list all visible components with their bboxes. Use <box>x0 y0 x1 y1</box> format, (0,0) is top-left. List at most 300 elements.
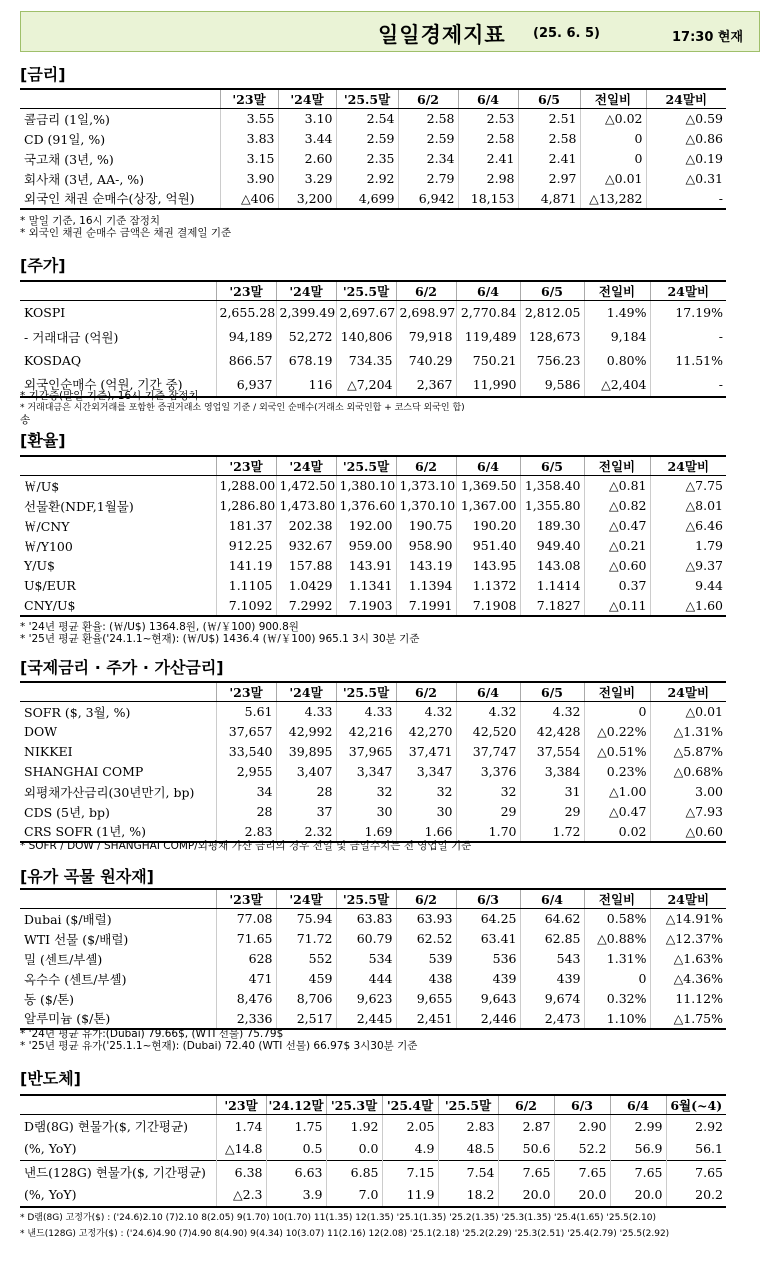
table-cell: 459 <box>276 969 336 989</box>
table-cell: 192.00 <box>336 516 396 536</box>
row-label: ￦/CNY <box>24 518 70 534</box>
table-cell: △406 <box>220 189 278 209</box>
column-header: 6/4 <box>456 682 520 702</box>
table-cell: 3.29 <box>278 169 336 189</box>
row-label: ￦/Y100 <box>24 538 73 554</box>
table-cell: 3.00 <box>650 782 726 802</box>
table-row <box>20 301 726 325</box>
table-cell: - <box>650 373 726 397</box>
table-row <box>20 989 726 1009</box>
table-cell: 951.40 <box>456 536 520 556</box>
table-cell: 79,918 <box>396 325 456 349</box>
table-cell: 1,355.80 <box>520 496 584 516</box>
table-cell: 6.38 <box>216 1161 266 1184</box>
table-cell: 4.33 <box>276 702 336 722</box>
table-cell: 0.37 <box>584 576 650 596</box>
table-cell: △0.47 <box>584 516 650 536</box>
semi-table <box>20 1094 726 1208</box>
footnote: * SOFR / DOW / SHANGHAI COMP/외평채 가산 금리의 경우 전일 및 금일수치는 전 영업일 기준 <box>20 840 472 852</box>
table-cell: 7.0 <box>326 1184 382 1207</box>
column-header: 6/5 <box>520 682 584 702</box>
fx-section-title: [환율] <box>20 431 66 450</box>
table-cell: 42,520 <box>456 722 520 742</box>
table-cell: 3.90 <box>220 169 278 189</box>
table-cell: 2.05 <box>382 1115 438 1138</box>
table-cell: △0.21 <box>584 536 650 556</box>
table-cell: 2.98 <box>458 169 518 189</box>
table-cell: 7.1827 <box>520 596 584 616</box>
table-cell: - <box>650 325 726 349</box>
row-label: 밀 (센트/부셸) <box>24 951 103 967</box>
rates-section-title: [금리] <box>20 65 66 84</box>
table-cell: 439 <box>456 969 520 989</box>
row-label: (%, YoY) <box>24 1141 77 1157</box>
table-row <box>20 476 726 496</box>
table-cell: 75.94 <box>276 909 336 929</box>
table-cell: 539 <box>396 949 456 969</box>
table-cell: △5.87% <box>650 742 726 762</box>
rates-table <box>20 88 726 210</box>
table-cell: 4.9 <box>382 1138 438 1161</box>
column-header: 전일비 <box>580 89 646 109</box>
column-header: '23말 <box>216 281 276 301</box>
table-cell: 2,812.05 <box>520 301 584 325</box>
row-label: D램(8G) 현물가($, 기간평균) <box>24 1119 188 1135</box>
table-cell: 7.1991 <box>396 596 456 616</box>
table-cell: 7.1092 <box>216 596 276 616</box>
table-cell: 190.20 <box>456 516 520 536</box>
table-cell: 958.90 <box>396 536 456 556</box>
row-label: 외평채가산금리(30년만기, bp) <box>24 784 195 800</box>
table-cell: △4.36% <box>650 969 726 989</box>
footnote: * '24년 평균 유가:(Dubai) 79.66$, (WTI 선물) 75.79$ <box>20 1028 284 1040</box>
table-cell: 2.58 <box>518 129 580 149</box>
table-row <box>20 822 726 842</box>
table-cell: 2,655.28 <box>216 301 276 325</box>
table-cell: △13,282 <box>580 189 646 209</box>
column-header: 6/2 <box>396 281 456 301</box>
table-row <box>20 762 726 782</box>
table-cell: 2.58 <box>398 109 458 129</box>
column-header: 6/4 <box>456 281 520 301</box>
column-header: '25.5말 <box>336 281 396 301</box>
table-cell: 8,476 <box>216 989 276 1009</box>
table-cell: 7.65 <box>610 1161 666 1184</box>
row-label: 콜금리 (1일,%) <box>24 111 110 127</box>
column-header: 전일비 <box>584 456 650 476</box>
table-cell: 2.92 <box>666 1115 726 1138</box>
column-header <box>20 1095 216 1115</box>
footnote: * 기간중(말일 기준), 16시 기준 잠정치 <box>20 390 199 402</box>
table-cell: △1.75% <box>650 1009 726 1029</box>
table-cell: △7,204 <box>336 373 396 397</box>
table-cell: 1.79 <box>650 536 726 556</box>
table-cell: 1,373.10 <box>396 476 456 496</box>
column-header: '23말 <box>216 456 276 476</box>
table-cell: 63.83 <box>336 909 396 929</box>
table-header-row <box>20 1095 726 1115</box>
table-cell: - <box>646 189 726 209</box>
row-label: Dubai ($/배럴) <box>24 911 112 927</box>
table-cell: 2.59 <box>336 129 398 149</box>
table-cell: △0.60 <box>584 556 650 576</box>
table-cell: 1.31% <box>584 949 650 969</box>
table-cell: 3.44 <box>278 129 336 149</box>
table-cell: △0.02 <box>580 109 646 129</box>
table-cell: 0.80% <box>584 349 650 373</box>
column-header: '24말 <box>276 281 336 301</box>
table-cell: 4,871 <box>518 189 580 209</box>
table-cell: 2.34 <box>398 149 458 169</box>
table-row <box>20 1009 726 1029</box>
table-cell: 42,992 <box>276 722 336 742</box>
table-cell: 37,471 <box>396 742 456 762</box>
table-row <box>20 109 726 129</box>
column-header: 24말비 <box>646 89 726 109</box>
column-header: 6/5 <box>518 89 580 109</box>
table-cell: 20.2 <box>666 1184 726 1207</box>
table-cell: 30 <box>396 802 456 822</box>
table-cell: 534 <box>336 949 396 969</box>
table-cell: 7.65 <box>666 1161 726 1184</box>
table-cell: 0.23% <box>584 762 650 782</box>
table-cell: 2.35 <box>336 149 398 169</box>
table-cell: 7.2992 <box>276 596 336 616</box>
table-cell: 949.40 <box>520 536 584 556</box>
table-cell: 1.1372 <box>456 576 520 596</box>
column-header: '25.5말 <box>336 456 396 476</box>
table-cell: △7.75 <box>650 476 726 496</box>
column-header: 6/2 <box>396 889 456 909</box>
table-cell: 3.10 <box>278 109 336 129</box>
table-cell: 32 <box>336 782 396 802</box>
table-cell: 0 <box>584 969 650 989</box>
table-cell: 48.5 <box>438 1138 498 1161</box>
table-row <box>20 742 726 762</box>
table-cell: 2,399.49 <box>276 301 336 325</box>
table-cell: 2.32 <box>276 822 336 842</box>
row-label: 회사채 (3년, AA-, %) <box>24 171 145 187</box>
table-cell: 62.52 <box>396 929 456 949</box>
table-cell: 1.69 <box>336 822 396 842</box>
table-cell: 2,473 <box>520 1009 584 1029</box>
table-cell: △7.93 <box>650 802 726 822</box>
table-cell: 0.58% <box>584 909 650 929</box>
fx-table <box>20 455 726 617</box>
table-header-row <box>20 889 726 909</box>
table-row <box>20 536 726 556</box>
row-label: CRS SOFR (1년, %) <box>20 822 216 842</box>
table-row <box>20 496 726 516</box>
stocks-table <box>20 280 726 398</box>
table-cell: 1.74 <box>216 1115 266 1138</box>
table-cell: △0.19 <box>646 149 726 169</box>
table-header-row <box>20 281 726 301</box>
column-header: '23말 <box>216 889 276 909</box>
column-header: 6/4 <box>610 1095 666 1115</box>
table-cell: 552 <box>276 949 336 969</box>
table-cell: 2.90 <box>554 1115 610 1138</box>
table-cell: 28 <box>216 802 276 822</box>
table-cell: 30 <box>336 802 396 822</box>
table-cell: 3,384 <box>520 762 584 782</box>
table-cell: 2,367 <box>396 373 456 397</box>
column-header <box>20 889 216 909</box>
table-row <box>20 349 726 373</box>
table-cell: 678.19 <box>276 349 336 373</box>
table-row <box>20 189 726 209</box>
table-cell: 0.5 <box>266 1138 326 1161</box>
table-cell: 0.0 <box>326 1138 382 1161</box>
table-cell: 2.60 <box>278 149 336 169</box>
table-cell: 63.41 <box>456 929 520 949</box>
table-cell: △2,404 <box>584 373 650 397</box>
table-cell: 11.51% <box>650 349 726 373</box>
footnote: * 거래대금은 시간외거래를 포함한 증권거래소 영업일 기준 / 외국인 순매수(거래소 외국인합 + 코스닥 외국인 합) <box>20 403 465 413</box>
table-row <box>20 576 726 596</box>
table-cell: 7.54 <box>438 1161 498 1184</box>
table-row <box>20 969 726 989</box>
column-header: 6/3 <box>456 889 520 909</box>
table-cell: 866.57 <box>216 349 276 373</box>
table-row <box>20 1115 726 1138</box>
table-cell: 56.1 <box>666 1138 726 1161</box>
table-cell: 2.59 <box>398 129 458 149</box>
column-header: 전일비 <box>584 682 650 702</box>
column-header: '24.12말 <box>266 1095 326 1115</box>
table-cell: 1.72 <box>520 822 584 842</box>
table-cell: 9,674 <box>520 989 584 1009</box>
table-cell: 1,472.50 <box>276 476 336 496</box>
table-cell: 32 <box>456 782 520 802</box>
table-cell: 1.1394 <box>396 576 456 596</box>
table-cell: 11.12% <box>650 989 726 1009</box>
row-label: 옥수수 (센트/부셸) <box>24 971 127 987</box>
table-cell: 9,655 <box>396 989 456 1009</box>
table-cell: 7.65 <box>498 1161 554 1184</box>
table-cell: △1.31% <box>650 722 726 742</box>
column-header: '25.5말 <box>336 89 398 109</box>
table-cell: 11.9 <box>382 1184 438 1207</box>
column-header: 24말비 <box>650 682 726 702</box>
table-cell: △0.59 <box>646 109 726 129</box>
table-cell: 143.08 <box>520 556 584 576</box>
table-cell: 64.62 <box>520 909 584 929</box>
table-cell: 3,376 <box>456 762 520 782</box>
row-label: CNY/U$ <box>20 596 216 616</box>
table-cell: 37,554 <box>520 742 584 762</box>
table-cell: △0.11 <box>584 596 650 616</box>
table-cell: 9.44 <box>650 576 726 596</box>
table-cell: △0.31 <box>646 169 726 189</box>
table-cell: 2,955 <box>216 762 276 782</box>
column-header: 6/2 <box>396 456 456 476</box>
column-header: '25.5말 <box>336 889 396 909</box>
table-cell: 9,623 <box>336 989 396 1009</box>
table-cell: 2.51 <box>518 109 580 129</box>
table-cell: △0.88% <box>584 929 650 949</box>
table-cell: 3,347 <box>396 762 456 782</box>
table-cell: 2,517 <box>276 1009 336 1029</box>
table-cell: 39,895 <box>276 742 336 762</box>
table-cell: 29 <box>520 802 584 822</box>
title-time: 17:30 현재 <box>672 30 744 45</box>
table-cell: 157.88 <box>276 556 336 576</box>
table-cell: 6,937 <box>216 373 276 397</box>
table-cell: 959.00 <box>336 536 396 556</box>
table-cell: 143.91 <box>336 556 396 576</box>
table-cell: 140,806 <box>336 325 396 349</box>
table-cell: 42,270 <box>396 722 456 742</box>
table-cell: 3,347 <box>336 762 396 782</box>
table-cell: 56.9 <box>610 1138 666 1161</box>
table-cell: 2,451 <box>396 1009 456 1029</box>
row-label: 외국인 채권 순매수(상장, 억원) <box>20 189 220 209</box>
table-cell: 63.93 <box>396 909 456 929</box>
table-row <box>20 929 726 949</box>
table-cell: 64.25 <box>456 909 520 929</box>
table-cell: 9,643 <box>456 989 520 1009</box>
table-cell: 0 <box>580 149 646 169</box>
table-cell: 2.58 <box>458 129 518 149</box>
page-title: 일일경제지표 <box>378 23 506 47</box>
table-row <box>20 1184 726 1207</box>
table-cell: 190.75 <box>396 516 456 536</box>
row-label: ￦/U$ <box>24 478 60 494</box>
table-row <box>20 909 726 929</box>
table-cell: 7.15 <box>382 1161 438 1184</box>
row-label: 동 ($/톤) <box>24 991 75 1007</box>
table-cell: 1.75 <box>266 1115 326 1138</box>
table-header-row <box>20 456 726 476</box>
table-cell: 2.83 <box>438 1115 498 1138</box>
table-cell: △14.8 <box>216 1138 266 1161</box>
table-cell: 202.38 <box>276 516 336 536</box>
table-cell: 181.37 <box>216 516 276 536</box>
footnote: 송 <box>20 414 31 426</box>
row-label: CDS (5년, bp) <box>24 804 110 820</box>
table-cell: 2.41 <box>458 149 518 169</box>
column-header: '25.3말 <box>326 1095 382 1115</box>
column-header: 6/5 <box>520 456 584 476</box>
table-cell: 6.63 <box>266 1161 326 1184</box>
column-header: '25.4말 <box>382 1095 438 1115</box>
table-cell: 1,376.60 <box>336 496 396 516</box>
table-cell: 4.32 <box>456 702 520 722</box>
footnote: * 낸드(128G) 고정가($) : ('24.6)4.90 (7)4.90 8(4.90) 9(4.34) 10(3.07) 11(2.16) 12(2.08) '25.1(2.18) '25.2(2.29) '25.3(2.51) '25.4(2.79) '25.5(2.92) <box>20 1229 670 1239</box>
table-cell: 2,336 <box>216 1009 276 1029</box>
table-cell: △2.3 <box>216 1184 266 1207</box>
table-cell: △0.47 <box>584 802 650 822</box>
table-cell: 1,473.80 <box>276 496 336 516</box>
row-label: 선물환(NDF,1월물) <box>24 498 134 514</box>
row-label: KOSDAQ <box>24 353 82 368</box>
column-header: '23말 <box>220 89 278 109</box>
title-box <box>20 11 760 52</box>
table-cell: 2,697.67 <box>336 301 396 325</box>
table-cell: 141.19 <box>216 556 276 576</box>
table-cell: 11,990 <box>456 373 520 397</box>
row-label: SOFR ($, 3월, %) <box>24 704 131 720</box>
table-cell: 20.0 <box>498 1184 554 1207</box>
table-cell: 2.41 <box>518 149 580 169</box>
table-cell: 6.85 <box>326 1161 382 1184</box>
table-cell: 31 <box>520 782 584 802</box>
table-cell: 8,706 <box>276 989 336 1009</box>
table-cell: 2,445 <box>336 1009 396 1029</box>
table-cell: 18.2 <box>438 1184 498 1207</box>
table-cell: △12.37% <box>650 929 726 949</box>
table-cell: △0.60 <box>650 822 726 842</box>
column-header <box>20 89 220 109</box>
table-row <box>20 1161 726 1184</box>
table-cell: △1.63% <box>650 949 726 969</box>
table-cell: 94,189 <box>216 325 276 349</box>
table-cell: 438 <box>396 969 456 989</box>
table-cell: 128,673 <box>520 325 584 349</box>
footnote: * '25년 평균 환율('24.1.1~현재): (￦/U$) 1436.4 (￦/￥100) 965.1 3시 30분 기준 <box>20 633 420 645</box>
row-label: - 거래대금 (억원) <box>24 329 119 345</box>
row-label: DOW <box>24 724 58 739</box>
column-header: '24말 <box>276 456 336 476</box>
table-cell: 2.53 <box>458 109 518 129</box>
table-cell: 750.21 <box>456 349 520 373</box>
table-header-row <box>20 682 726 702</box>
column-header: 6/4 <box>458 89 518 109</box>
table-cell: 1,358.40 <box>520 476 584 496</box>
table-cell: △1.60 <box>650 596 726 616</box>
footnote: * 말일 기준, 16시 기준 잠정치 <box>20 215 161 227</box>
column-header: 전일비 <box>584 281 650 301</box>
table-cell: 1,288.00 <box>216 476 276 496</box>
column-header: 6/4 <box>456 456 520 476</box>
table-cell: 71.65 <box>216 929 276 949</box>
table-cell: 33,540 <box>216 742 276 762</box>
table-row <box>20 169 726 189</box>
table-cell: 28 <box>276 782 336 802</box>
table-cell: 6,942 <box>398 189 458 209</box>
table-cell: △0.81 <box>584 476 650 496</box>
table-cell: 932.67 <box>276 536 336 556</box>
table-cell: 2.79 <box>398 169 458 189</box>
column-header: 6/2 <box>396 682 456 702</box>
table-cell: 4,699 <box>336 189 398 209</box>
table-cell: △14.91% <box>650 909 726 929</box>
table-cell: △0.86 <box>646 129 726 149</box>
row-label: Y/U$ <box>24 558 55 573</box>
table-cell: 0 <box>584 702 650 722</box>
table-cell: 7.65 <box>554 1161 610 1184</box>
column-header: 6/3 <box>554 1095 610 1115</box>
row-label: KOSPI <box>24 305 66 321</box>
table-cell: 9,586 <box>520 373 584 397</box>
table-cell: 1.70 <box>456 822 520 842</box>
table-cell: 3.55 <box>220 109 278 129</box>
table-cell: △0.68% <box>650 762 726 782</box>
table-cell: △0.51% <box>584 742 650 762</box>
table-cell: 4.32 <box>396 702 456 722</box>
table-cell: 2.92 <box>336 169 398 189</box>
table-cell: 1.66 <box>396 822 456 842</box>
table-cell: 0 <box>580 129 646 149</box>
column-header: 24말비 <box>650 456 726 476</box>
table-cell: 740.29 <box>396 349 456 373</box>
column-header: 6월(~4) <box>666 1095 726 1115</box>
table-cell: 29 <box>456 802 520 822</box>
table-cell: 4.32 <box>520 702 584 722</box>
table-row <box>20 129 726 149</box>
table-cell: 32 <box>396 782 456 802</box>
